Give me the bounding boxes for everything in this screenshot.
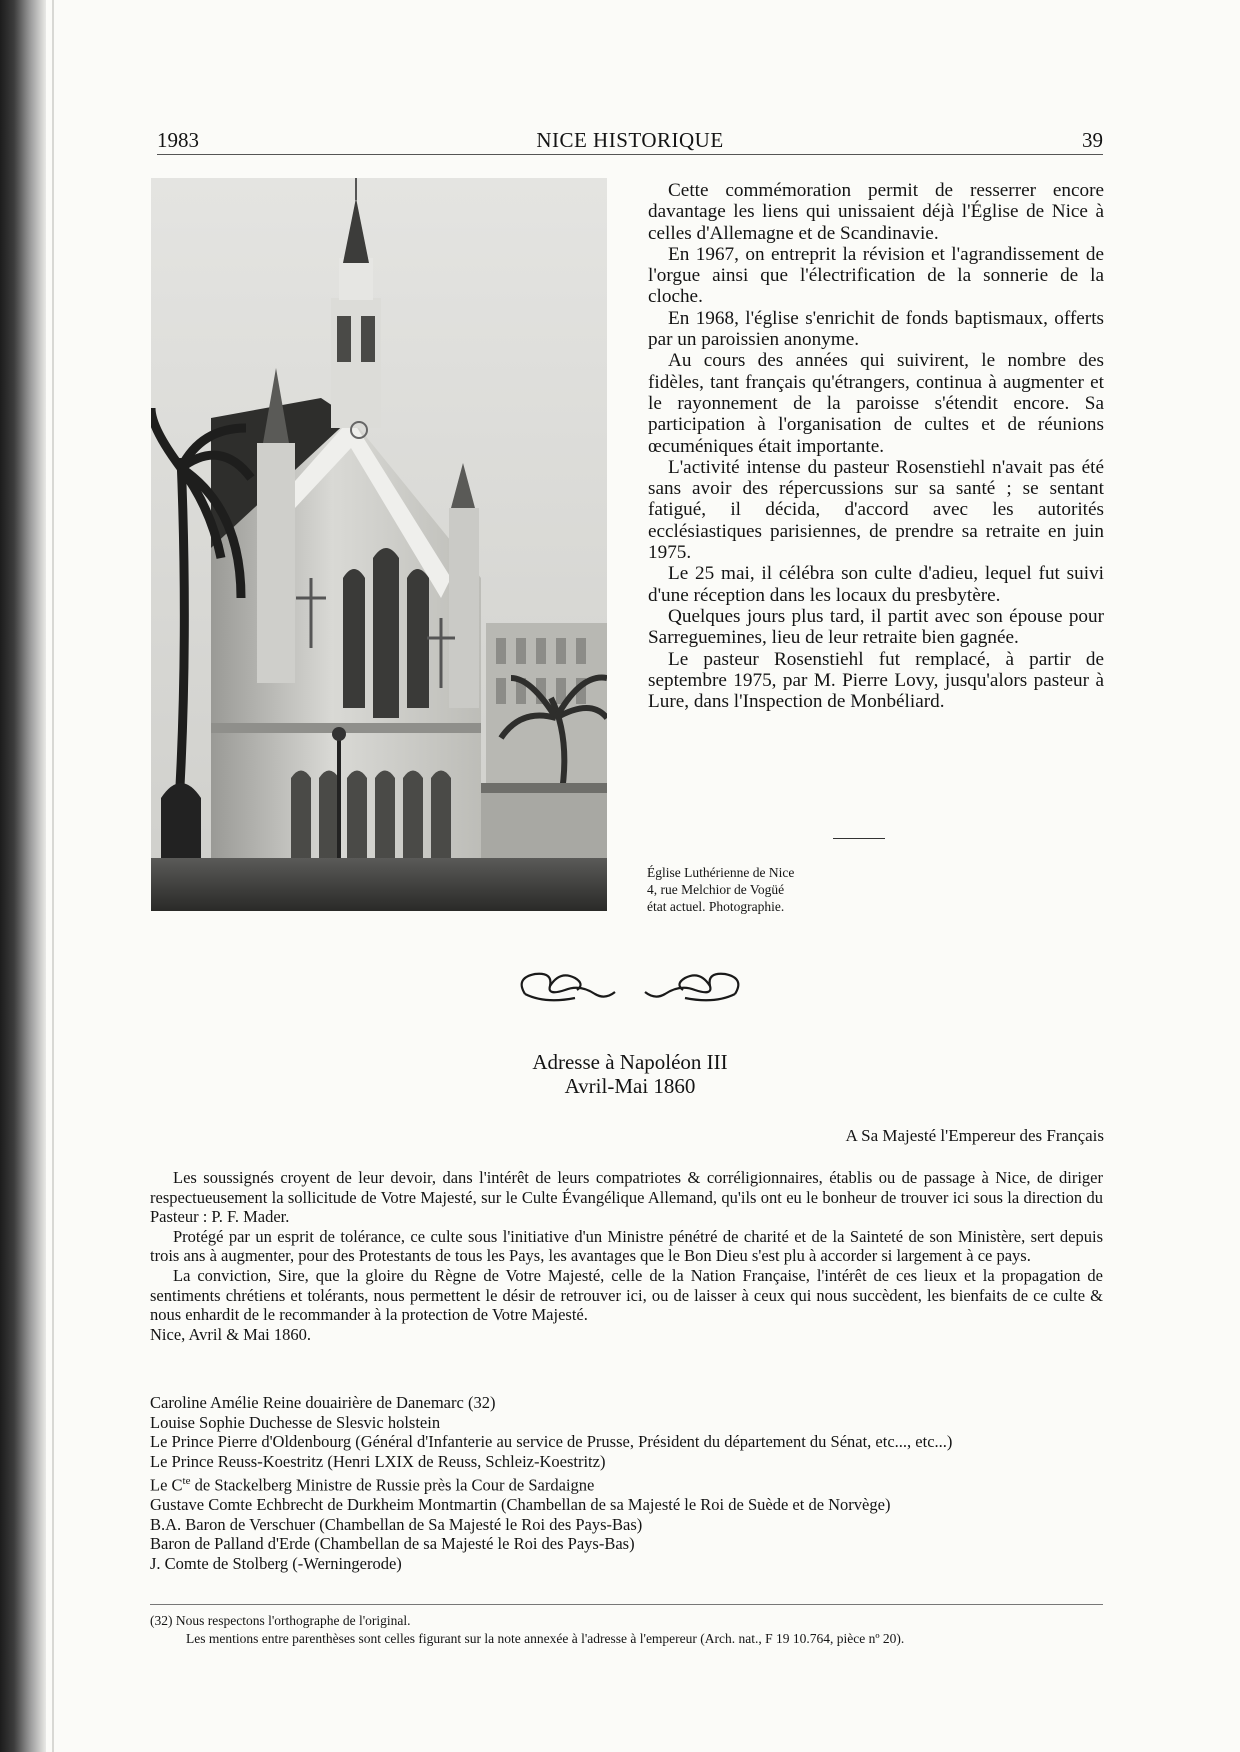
paragraph: Au cours des années qui suivirent, le nombre des fidèles, tant français qu'étrangers, continua à augmenter et le rayonnement de la paroisse s'étendit encore. Sa participation à l'organisation de cultes et de réunions œcuméniques était importante. bbox=[648, 350, 1104, 457]
dedication-line: A Sa Majesté l'Empereur des Français bbox=[845, 1126, 1104, 1145]
signatory: Louise Sophie Duchesse de Slesvic holstein bbox=[150, 1412, 441, 1432]
running-header bbox=[157, 128, 1103, 155]
signatory: Le Prince Pierre d'Oldenbourg (Général d'Infanterie au service de Prusse, Président du département du Sénat, etc..., etc...) bbox=[150, 1432, 953, 1452]
address-body bbox=[150, 1168, 1103, 1344]
paragraph: Le 25 mai, il célébra son culte d'adieu, lequel fut suivi d'une réception dans les locaux du presbytère. bbox=[648, 563, 1104, 606]
paragraph: La conviction, Sire, que la gloire du Règne de Votre Majesté, celle de la Nation Française, l'intérêt de ces lieux et la propagation de sentiments chrétiens et tolérants, nous permettent le désir de retrouver ici, ou de laisser à ceux qui nous succèdent, les bienfaits de ce culte & nous enhardit de le recommander à la protection de Votre Majesté. bbox=[150, 1265, 1103, 1325]
address-title: Adresse à Napoléon III bbox=[532, 1050, 728, 1074]
book-gutter bbox=[0, 0, 46, 1752]
header-year: 1983 bbox=[157, 128, 199, 152]
signatory: J. Comte de Stolberg (-Werningerode) bbox=[150, 1554, 402, 1574]
signatory-title: Le C bbox=[150, 1475, 183, 1495]
footnote-rule bbox=[150, 1604, 1103, 1605]
address-date: Avril-Mai 1860 bbox=[564, 1074, 696, 1098]
header-journal-title: NICE HISTORIQUE bbox=[536, 128, 724, 152]
signatory-list bbox=[150, 1393, 1103, 1574]
signatory: Caroline Amélie Reine douairière de Danemarc (32) bbox=[150, 1393, 496, 1412]
section-end-rule bbox=[833, 838, 885, 839]
paragraph: Les soussignés croyent de leur devoir, dans l'intérêt de leurs compatriotes & corréligionnaires, établis ou de passage à Nice, de diriger respectueusement la sollicitude de Votre Majesté, sur le Culte Évangélique Allemand, qu'ils ont eu le bonheur de trouver ici sous la direction du Pasteur : P. F. Mader. bbox=[150, 1168, 1103, 1227]
footnote: Les mentions entre parenthèses sont celles figurant sur la note annexée à l'adresse à l'empereur (Arch. nat., F 19 10.764, pièce nº 20). bbox=[186, 1630, 905, 1646]
signatory: Le Prince Reuss-Koestritz (Henri LXIX de Reuss, Schleiz-Koestritz) bbox=[150, 1452, 606, 1472]
paragraph: Quelques jours plus tard, il partit avec son épouse pour Sarreguemines, lieu de leur retraite bien gagnée. bbox=[648, 605, 1104, 649]
signatory-title-superscript: te bbox=[182, 1474, 191, 1487]
paragraph: Cette commémoration permit de resserrer encore davantage les liens qui unissaient déjà l'Église de Nice à celles d'Allemagne et de Scandinavie. bbox=[648, 180, 1104, 244]
paragraph: Le pasteur Rosenstiehl fut remplacé, à partir de septembre 1975, par M. Pierre Lovy, jusqu'alors pasteur à Lure, dans l'Inspection de Monbéliard. bbox=[648, 648, 1104, 713]
gutter-edge bbox=[52, 0, 54, 1752]
signatory-name: de Stackelberg Ministre de Russie près la Cour de Sardaigne bbox=[190, 1475, 595, 1495]
caption-line: Église Luthérienne de Nice bbox=[647, 865, 795, 880]
document-heading bbox=[420, 1050, 840, 1098]
signatory: Baron de Palland d'Erde (Chambellan de sa Majesté le Roi des Pays-Bas) bbox=[150, 1534, 635, 1554]
caption-line: état actuel. Photographie. bbox=[647, 899, 785, 914]
footnote: (32) Nous respectons l'orthographe de l'original. bbox=[150, 1613, 411, 1628]
page-number: 39 bbox=[1082, 128, 1103, 152]
signatory: Gustave Comte Echbrecht de Durkheim Montmartin (Chambellan de sa Majesté le Roi de Suède et de Norvège) bbox=[150, 1495, 891, 1515]
signatory: B.A. Baron de Verschuer (Chambellan de Sa Majesté le Roi des Pays-Bas) bbox=[150, 1514, 643, 1534]
signatory bbox=[150, 1472, 1103, 1495]
caption-line: 4, rue Melchior de Vogüé bbox=[647, 882, 785, 897]
footnotes bbox=[150, 1612, 1103, 1647]
paragraph: En 1968, l'église s'enrichit de fonds baptismaux, offerts par un paroissien anonyme. bbox=[648, 307, 1104, 351]
paragraph: Protégé par un esprit de tolérance, ce culte sous l'initiative d'un Ministre pénétré de charité et de la Sainteté de son Ministère, sert depuis trois ans à augmenter, pour des Protestants de tous les Pays, les avantages que le Bon Dieu s'est plu à accorder si largement à ce pays. bbox=[150, 1226, 1103, 1266]
photo-caption bbox=[647, 864, 794, 915]
place-date: Nice, Avril & Mai 1860. bbox=[150, 1324, 312, 1344]
church-photograph bbox=[151, 178, 607, 911]
paragraph: L'activité intense du pasteur Rosenstiehl n'avait pas été sans avoir des répercussions sur sa santé ; se sentant fatigué, il décida, d'accord avec les autorités ecclésiastiques parisiennes, de prendre sa retraite en juin 1975. bbox=[648, 456, 1104, 564]
decorative-flourish bbox=[505, 956, 755, 1016]
paragraph: En 1967, on entreprit la révision et l'agrandissement de l'orgue ainsi que l'électrification de la sonnerie de la cloche. bbox=[648, 243, 1104, 308]
text-column bbox=[648, 180, 1104, 712]
